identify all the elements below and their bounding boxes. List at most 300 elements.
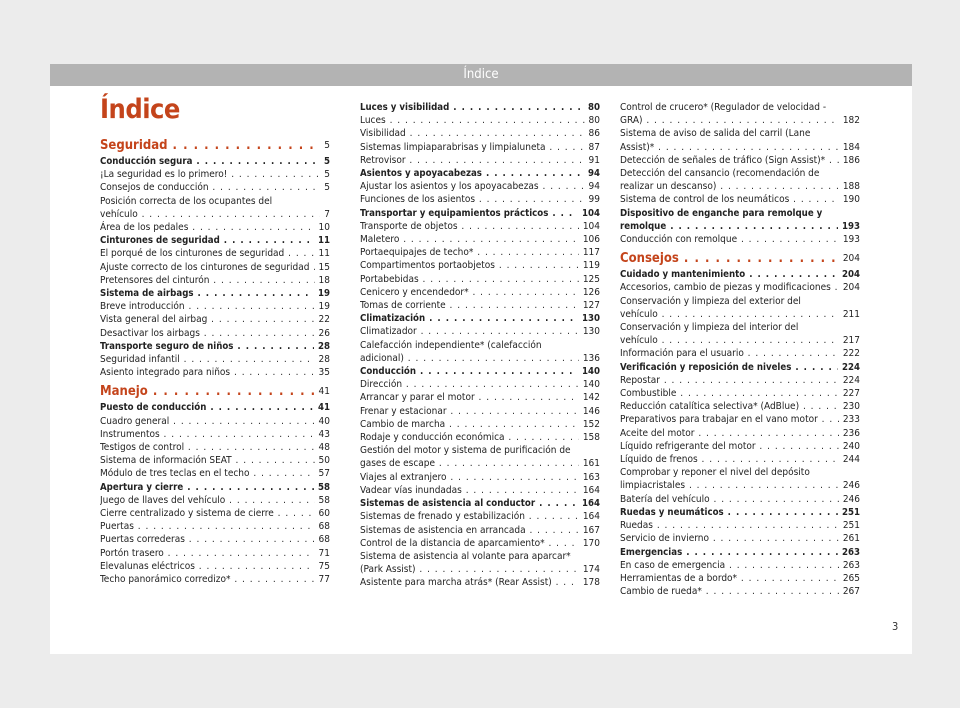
toc-page-number: 142 xyxy=(582,392,600,404)
toc-entry[interactable] xyxy=(620,400,860,413)
toc-page-number: 178 xyxy=(582,577,600,589)
toc-entry-label: Aceite del motor . . . xyxy=(620,427,839,440)
toc-column-2 xyxy=(360,101,600,590)
toc-entry-label: Retrovisor . . . xyxy=(360,154,585,167)
toc-entry-label: Seguridad infantil . . . xyxy=(100,353,315,366)
toc-entry[interactable] xyxy=(360,471,600,484)
toc-page-number: 58 xyxy=(318,494,330,506)
toc-entry[interactable] xyxy=(620,387,860,400)
toc-entry[interactable] xyxy=(620,493,860,506)
toc-entry[interactable] xyxy=(360,444,600,470)
toc-page-number: 244 xyxy=(842,454,860,466)
toc-entry[interactable] xyxy=(360,405,600,418)
toc-page-number: 182 xyxy=(842,115,860,127)
toc-entry-label: Techo panorámico corredizo* . . . xyxy=(100,573,315,586)
toc-chapter[interactable] xyxy=(620,207,860,233)
toc-entry-label: Cenicero y encendedor* . . . xyxy=(360,286,579,299)
toc-entry[interactable] xyxy=(620,295,860,321)
toc-page-number: 19 xyxy=(318,301,330,313)
toc-page-number: 104 xyxy=(581,207,600,219)
toc-entry-label: Ajustar los asientos y los apoyacabezas . . . xyxy=(360,180,585,193)
toc-section[interactable] xyxy=(100,137,330,155)
toc-entry[interactable] xyxy=(360,325,600,338)
toc-entry[interactable] xyxy=(620,374,860,387)
toc-entry-label-line1: Sistema de aviso de salida del carril (Lane xyxy=(620,128,811,140)
toc-entry-line2 xyxy=(620,334,860,347)
toc-entry-label-line1: Comprobar y reponer el nivel del depósito xyxy=(620,467,810,479)
toc-entry-line2 xyxy=(360,457,600,470)
toc-entry-label: Repostar . . . xyxy=(620,374,839,387)
toc-page-number: 236 xyxy=(842,427,860,439)
toc-entry[interactable] xyxy=(100,353,330,366)
toc-entry-label-line2: vehículo . . . xyxy=(620,334,839,347)
toc-page-number: 240 xyxy=(842,440,860,452)
toc-page-number: 170 xyxy=(582,537,600,549)
toc-page-number: 246 xyxy=(842,480,860,492)
toc-entry-label: Juego de llaves del vehículo . . . xyxy=(100,494,315,507)
toc-entry-label: Módulo de tres teclas en el techo . . . xyxy=(100,467,315,480)
toc-entry-label: Emergencias . . . xyxy=(620,546,838,559)
toc-chapter[interactable] xyxy=(360,497,600,510)
toc-entry-label: Control de la distancia de aparcamiento* . . . xyxy=(360,537,579,550)
toc-page-number: 174 xyxy=(582,564,600,576)
toc-entry-label: En caso de emergencia . . . xyxy=(620,559,839,572)
toc-entry-label-line1: Detección del cansancio (recomendación de xyxy=(620,168,820,180)
toc-entry[interactable] xyxy=(100,168,330,181)
toc-page-number: 164 xyxy=(582,511,600,523)
toc-entry[interactable] xyxy=(360,127,600,140)
toc-page-number: 5 xyxy=(324,140,330,151)
toc-entry-label: Climatizador . . . xyxy=(360,325,579,338)
toc-entry[interactable] xyxy=(100,507,330,520)
toc-entry-label: Arrancar y parar el motor . . . xyxy=(360,391,579,404)
toc-entry-label: Sistema de información SEAT . . . xyxy=(100,454,315,467)
toc-entry-label: Transporte de objetos . . . xyxy=(360,220,579,233)
toc-entry-label: Sistema de control de los neumáticos . . . xyxy=(620,193,839,206)
toc-page-number: 251 xyxy=(841,506,860,518)
toc-entry-line2 xyxy=(360,352,600,365)
toc-entry[interactable] xyxy=(620,466,860,492)
toc-entry-label-line1: Gestión del motor y sistema de purificación de xyxy=(360,445,571,457)
toc-entry[interactable] xyxy=(360,484,600,497)
toc-page-number: 5 xyxy=(324,169,330,181)
toc-entry[interactable] xyxy=(620,347,860,360)
toc-page-number: 267 xyxy=(842,586,860,598)
toc-entry[interactable] xyxy=(360,550,600,576)
toc-entry[interactable] xyxy=(100,533,330,546)
toc-page-number: 130 xyxy=(581,313,600,325)
toc-entry-label: Detección de señales de tráfico (Sign Assist)* . . . xyxy=(620,154,839,167)
toc-entry-label: Vista general del airbag . . . xyxy=(100,313,315,326)
toc-entry[interactable] xyxy=(360,431,600,444)
toc-page-number: 161 xyxy=(582,458,600,470)
toc-entry-label: Cinturones de seguridad . . . xyxy=(100,234,314,247)
toc-page-number: 222 xyxy=(842,348,860,360)
toc-section[interactable] xyxy=(100,383,330,401)
toc-entry-label: Área de los pedales . . . xyxy=(100,221,315,234)
toc-page-number: 193 xyxy=(841,220,860,232)
toc-page-number: 7 xyxy=(324,208,330,220)
toc-entry-label: Breve introducción . . . xyxy=(100,300,315,313)
toc-page-number: 28 xyxy=(317,340,330,352)
toc-entry-label: Reducción catalítica selectiva* (AdBlue) . . . xyxy=(620,400,839,413)
toc-entry-label: Conducción con remolque . . . xyxy=(620,233,839,246)
toc-entry-label: Asistente para marcha atrás* (Rear Assist) . . . xyxy=(360,576,579,589)
toc-entry[interactable] xyxy=(360,180,600,193)
toc-chapter[interactable] xyxy=(100,155,330,168)
toc-entry-label-line2: remolque . . . xyxy=(620,220,838,233)
toc-page-number: 204 xyxy=(841,269,860,281)
toc-entry[interactable] xyxy=(100,415,330,428)
toc-entry-label-line2: GRA) . . . xyxy=(620,114,839,127)
toc-entry-label-line1: Conservación y limpieza del interior del xyxy=(620,322,799,334)
toc-entry-label: Maletero . . . xyxy=(360,233,579,246)
toc-page-number: 261 xyxy=(842,533,860,545)
toc-entry[interactable] xyxy=(620,519,860,532)
toc-entry[interactable] xyxy=(360,246,600,259)
toc-entry-label: Sistema de airbags . . . xyxy=(100,287,314,300)
toc-page-number: 91 xyxy=(588,154,600,166)
toc-page-number: 58 xyxy=(317,481,330,493)
toc-entry-label: Funciones de los asientos . . . xyxy=(360,193,585,206)
toc-page-number: 43 xyxy=(318,428,330,440)
toc-page-number: 164 xyxy=(582,484,600,496)
toc-entry-line2 xyxy=(620,220,860,233)
toc-entry[interactable] xyxy=(620,193,860,206)
toc-page-number: 57 xyxy=(318,468,330,480)
toc-page-number: 217 xyxy=(842,335,860,347)
toc-page-number: 188 xyxy=(842,181,860,193)
toc-entry-label: Herramientas de a bordo* . . . xyxy=(620,572,839,585)
toc-entry-label: Asientos y apoyacabezas . . . xyxy=(360,167,584,180)
toc-entry-label: Manejo . . . xyxy=(100,383,315,401)
toc-chapter[interactable] xyxy=(360,365,600,378)
toc-entry-label: Puesto de conducción . . . xyxy=(100,401,314,414)
toc-entry[interactable] xyxy=(360,378,600,391)
toc-entry-label: Transporte seguro de niños . . . xyxy=(100,340,314,353)
toc-entry-label: Información para el usuario . . . xyxy=(620,347,839,360)
toc-entry-line2 xyxy=(620,141,860,154)
toc-entry-label: Cuadro general . . . xyxy=(100,415,315,428)
toc-page-number: 75 xyxy=(318,560,330,572)
toc-page-number: 104 xyxy=(582,220,600,232)
toc-chapter[interactable] xyxy=(360,167,600,180)
toc-page-number: 136 xyxy=(582,352,600,364)
toc-entry-label: Combustible . . . xyxy=(620,387,839,400)
toc-entry-label: Puertas . . . xyxy=(100,520,315,533)
toc-page-number: 11 xyxy=(318,248,330,260)
toc-page-number: 204 xyxy=(842,253,860,265)
toc-column-3 xyxy=(620,101,860,598)
toc-page-number: 127 xyxy=(582,300,600,312)
toc-entry-label: Ajuste correcto de los cinturones de seguridad . . . xyxy=(100,261,315,274)
toc-chapter[interactable] xyxy=(360,101,600,114)
toc-entry-label: Visibilidad . . . xyxy=(360,127,585,140)
toc-entry[interactable] xyxy=(100,221,330,234)
toc-page-number: 19 xyxy=(317,288,330,300)
toc-page-number: 158 xyxy=(582,432,600,444)
toc-page-number: 119 xyxy=(582,260,600,272)
toc-entry[interactable] xyxy=(100,247,330,260)
toc-chapter[interactable] xyxy=(620,268,860,281)
toc-entry[interactable] xyxy=(620,233,860,246)
toc-page-number: 68 xyxy=(318,521,330,533)
toc-entry[interactable] xyxy=(100,454,330,467)
toc-page-number: 263 xyxy=(842,559,860,571)
toc-page-number: 204 xyxy=(842,282,860,294)
toc-entry-line2 xyxy=(620,308,860,321)
toc-entry[interactable] xyxy=(360,114,600,127)
toc-entry[interactable] xyxy=(360,220,600,233)
toc-page-number: 167 xyxy=(582,524,600,536)
toc-entry-label: ¡La seguridad es lo primero! . . . xyxy=(100,168,320,181)
toc-entry[interactable] xyxy=(360,339,600,365)
toc-page-number: 140 xyxy=(582,379,600,391)
toc-entry[interactable] xyxy=(620,281,860,294)
toc-page-number: 41 xyxy=(318,386,330,398)
toc-chapter[interactable] xyxy=(100,340,330,353)
toc-entry[interactable] xyxy=(620,427,860,440)
toc-chapter[interactable] xyxy=(620,506,860,519)
toc-entry[interactable] xyxy=(100,428,330,441)
toc-page-number: 246 xyxy=(842,493,860,505)
toc-page-number: 80 xyxy=(587,102,600,113)
toc-entry[interactable] xyxy=(620,532,860,545)
toc-entry-line2 xyxy=(100,208,330,221)
toc-entry-label-line1: Conservación y limpieza del exterior del xyxy=(620,295,801,307)
toc-entry-label: Sistemas de asistencia en arrancada . . . xyxy=(360,524,579,537)
toc-entry-label: Apertura y cierre . . . xyxy=(100,481,314,494)
toc-entry-label: Portabebidas . . . xyxy=(360,273,579,286)
toc-entry-label: Asiento integrado para niños . . . xyxy=(100,366,315,379)
toc-entry-label: Ruedas y neumáticos . . . xyxy=(620,506,838,519)
toc-entry[interactable] xyxy=(100,300,330,313)
toc-page-number: 41 xyxy=(317,402,330,414)
toc-entry[interactable] xyxy=(100,195,330,221)
toc-chapter[interactable] xyxy=(620,361,860,374)
toc-page-number: 10 xyxy=(318,222,330,234)
toc-entry-label: Sistemas de asistencia al conductor . . . xyxy=(360,497,578,510)
toc-entry[interactable] xyxy=(100,313,330,326)
toc-entry[interactable] xyxy=(360,576,600,589)
toc-entry-label: Portón trasero . . . xyxy=(100,547,315,560)
toc-entry-label-line2: Assist)* . . . xyxy=(620,141,839,154)
toc-entry[interactable] xyxy=(360,418,600,431)
toc-entry-label-line1: Calefacción independiente* (calefacción xyxy=(360,339,542,351)
toc-entry-label: Puertas correderas . . . xyxy=(100,533,315,546)
toc-column-1 xyxy=(100,133,330,586)
toc-entry-label: Ruedas . . . xyxy=(620,519,839,532)
toc-entry-label: Luces . . . xyxy=(360,114,585,127)
toc-page-number: 125 xyxy=(582,273,600,285)
toc-page-number: 60 xyxy=(318,508,330,520)
toc-page-number: 164 xyxy=(581,498,600,510)
toc-entry-label: Elevalunas eléctricos . . . xyxy=(100,560,315,573)
toc-entry-label-line1: Dispositivo de enganche para remolque y xyxy=(620,207,823,219)
toc-page-number: 40 xyxy=(318,415,330,427)
toc-entry[interactable] xyxy=(100,441,330,454)
toc-entry-label: Portaequipajes de techo* . . . xyxy=(360,246,579,259)
toc-entry-label-line2: gases de escape . . . xyxy=(360,457,579,470)
toc-entry-label: Vadear vías inundadas . . . xyxy=(360,484,579,497)
toc-page-number: 152 xyxy=(582,418,600,430)
toc-entry[interactable] xyxy=(620,453,860,466)
toc-entry-label: Líquido refrigerante del motor . . . xyxy=(620,440,839,453)
toc-entry[interactable] xyxy=(620,440,860,453)
toc-entry-label-line1: Posición correcta de los ocupantes del xyxy=(100,195,273,207)
toc-entry[interactable] xyxy=(360,299,600,312)
toc-page-number: 227 xyxy=(842,388,860,400)
toc-page-number: 99 xyxy=(588,194,600,206)
toc-entry[interactable] xyxy=(100,261,330,274)
toc-entry-label: Sistemas de frenado y estabilización . . . xyxy=(360,510,579,523)
toc-entry-label: Cierre centralizado y sistema de cierre . . . xyxy=(100,507,315,520)
toc-section[interactable] xyxy=(620,250,860,268)
toc-entry-label: Preparativos para trabajar en el vano motor . . . xyxy=(620,413,839,426)
toc-entry-label: Líquido de frenos . . . xyxy=(620,453,839,466)
toc-entry[interactable] xyxy=(100,560,330,573)
toc-page-number: 130 xyxy=(582,326,600,338)
toc-page-number: 146 xyxy=(582,405,600,417)
toc-page-number: 77 xyxy=(318,574,330,586)
toc-entry[interactable] xyxy=(360,141,600,154)
toc-page-number: 224 xyxy=(842,374,860,386)
toc-page-number: 50 xyxy=(318,455,330,467)
document-title: Índice xyxy=(100,94,180,125)
toc-page-number: 140 xyxy=(581,366,600,378)
toc-entry-label: Testigos de control . . . xyxy=(100,441,315,454)
toc-chapter[interactable] xyxy=(360,312,600,325)
toc-entry-label: Sistemas limpiaparabrisas y limpialuneta . . . xyxy=(360,141,585,154)
toc-entry-label: Accesorios, cambio de piezas y modificaciones . . . xyxy=(620,281,839,294)
toc-page-number: 211 xyxy=(842,308,860,320)
toc-entry-label-line1: Control de crucero* (Regulador de velocidad - xyxy=(620,102,827,113)
toc-page-number: 117 xyxy=(582,247,600,259)
toc-page-number: 5 xyxy=(323,156,330,167)
toc-page-number: 265 xyxy=(842,572,860,584)
toc-entry[interactable] xyxy=(620,559,860,572)
toc-chapter[interactable] xyxy=(620,546,860,559)
toc-entry[interactable] xyxy=(360,286,600,299)
toc-entry-label-line2: vehículo . . . xyxy=(620,308,839,321)
toc-page-number: 22 xyxy=(318,314,330,326)
toc-entry-line2 xyxy=(620,479,860,492)
toc-page-number: 94 xyxy=(587,168,600,180)
toc-entry[interactable] xyxy=(620,321,860,347)
toc-entry-label-line1: Sistema de asistencia al volante para aparcar* xyxy=(360,550,571,562)
toc-chapter[interactable] xyxy=(100,481,330,494)
toc-entry-label: Luces y visibilidad . . . xyxy=(360,101,584,114)
toc-page-number: 163 xyxy=(582,471,600,483)
toc-page-number: 230 xyxy=(842,401,860,413)
toc-entry-label: Consejos de conducción . . . xyxy=(100,181,320,194)
toc-entry[interactable] xyxy=(100,573,330,586)
toc-entry-label: Cambio de rueda* . . . xyxy=(620,585,839,598)
toc-entry-label: Cambio de marcha . . . xyxy=(360,418,579,431)
toc-entry[interactable] xyxy=(100,181,330,194)
toc-entry-label: Verificación y reposición de niveles . . . xyxy=(620,361,838,374)
toc-page-number: 35 xyxy=(318,367,330,379)
toc-entry[interactable] xyxy=(100,467,330,480)
toc-entry-line2 xyxy=(620,114,860,127)
page-number: 3 xyxy=(892,620,899,633)
toc-entry[interactable] xyxy=(360,273,600,286)
toc-entry-label: Cuidado y mantenimiento . . . xyxy=(620,268,838,281)
toc-entry[interactable] xyxy=(100,520,330,533)
toc-chapter[interactable] xyxy=(360,207,600,220)
toc-entry[interactable] xyxy=(360,233,600,246)
toc-page-number: 193 xyxy=(842,234,860,246)
toc-page-number: 224 xyxy=(841,361,860,373)
toc-entry[interactable] xyxy=(620,585,860,598)
toc-page-number: 190 xyxy=(842,194,860,206)
toc-entry[interactable] xyxy=(360,259,600,272)
toc-page-number: 11 xyxy=(317,235,330,247)
toc-page-number: 106 xyxy=(582,234,600,246)
toc-entry-label: Conducción segura . . . xyxy=(100,155,320,168)
toc-page-number: 28 xyxy=(318,354,330,366)
toc-entry[interactable] xyxy=(360,537,600,550)
toc-page-number: 94 xyxy=(588,181,600,193)
toc-chapter[interactable] xyxy=(100,401,330,414)
toc-entry-label: Transportar y equipamientos prácticos . . . xyxy=(360,207,578,220)
toc-entry-label: Servicio de invierno . . . xyxy=(620,532,839,545)
toc-entry[interactable] xyxy=(100,547,330,560)
toc-entry-label: Consejos . . . xyxy=(620,250,839,268)
toc-entry-label: Viajes al extranjero . . . xyxy=(360,471,579,484)
toc-page-number: 5 xyxy=(324,182,330,194)
toc-entry[interactable] xyxy=(360,154,600,167)
toc-entry[interactable] xyxy=(620,572,860,585)
toc-entry-label: Compartimentos portaobjetos . . . xyxy=(360,259,579,272)
toc-entry[interactable] xyxy=(100,327,330,340)
toc-entry[interactable] xyxy=(620,101,860,127)
page-header: Índice xyxy=(50,64,912,86)
toc-entry-label: El porqué de los cinturones de seguridad . . . xyxy=(100,247,315,260)
toc-entry[interactable] xyxy=(360,193,600,206)
toc-entry-label: Frenar y estacionar . . . xyxy=(360,405,579,418)
toc-entry-label: Instrumentos . . . xyxy=(100,428,315,441)
toc-entry-label-line2: adicional) . . . xyxy=(360,352,579,365)
toc-entry[interactable] xyxy=(100,274,330,287)
toc-entry[interactable] xyxy=(620,167,860,193)
toc-entry[interactable] xyxy=(620,413,860,426)
toc-entry-label: Pretensores del cinturón . . . xyxy=(100,274,315,287)
toc-page-number: 80 xyxy=(588,115,600,127)
toc-entry-label: Climatización . . . xyxy=(360,312,578,325)
toc-page-number: 87 xyxy=(588,141,600,153)
toc-page-number: 86 xyxy=(588,128,600,140)
toc-entry-label-line2: limpiacristales . . . xyxy=(620,479,839,492)
toc-page-number: 184 xyxy=(842,141,860,153)
toc-entry-label: Rodaje y conducción económica . . . xyxy=(360,431,579,444)
toc-entry[interactable] xyxy=(360,524,600,537)
toc-page-number: 18 xyxy=(318,274,330,286)
toc-chapter[interactable] xyxy=(100,234,330,247)
toc-page-number: 68 xyxy=(318,534,330,546)
toc-entry[interactable] xyxy=(360,391,600,404)
toc-entry-line2 xyxy=(620,180,860,193)
toc-entry-label-line2: (Park Assist) . . . xyxy=(360,563,579,576)
toc-entry[interactable] xyxy=(100,494,330,507)
toc-chapter[interactable] xyxy=(100,287,330,300)
toc-entry[interactable] xyxy=(620,154,860,167)
toc-entry[interactable] xyxy=(620,127,860,153)
toc-entry[interactable] xyxy=(360,510,600,523)
toc-page-number: 186 xyxy=(842,154,860,166)
toc-page-number: 251 xyxy=(842,520,860,532)
toc-entry[interactable] xyxy=(100,366,330,379)
